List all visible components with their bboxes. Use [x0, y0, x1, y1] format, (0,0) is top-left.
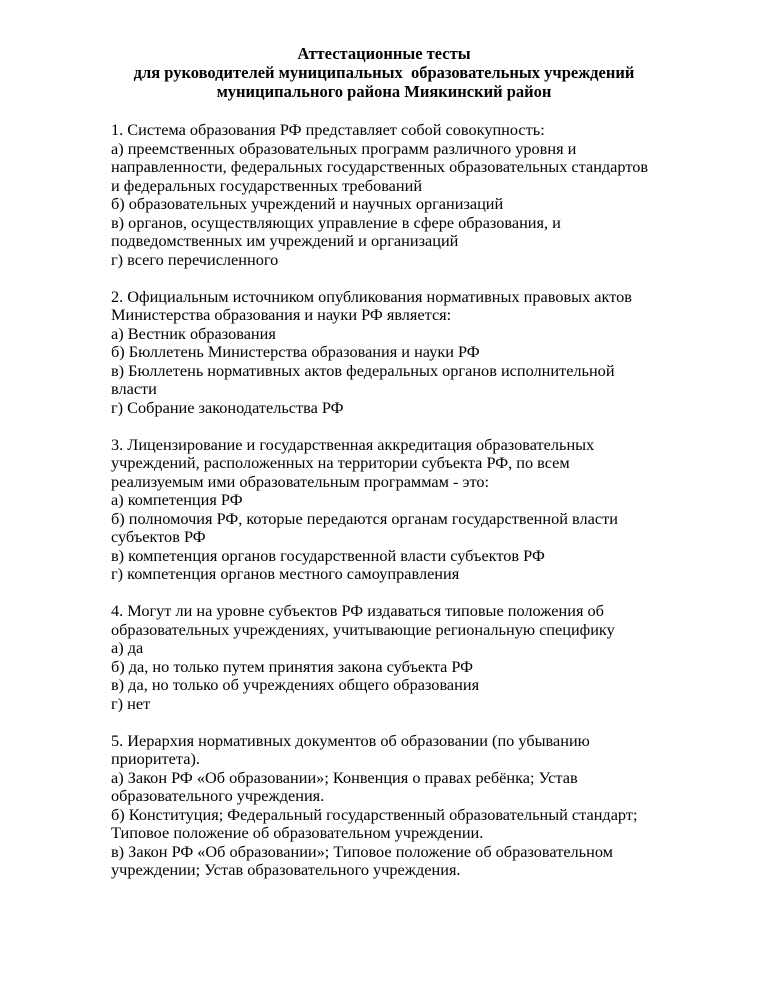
question-line: в) Бюллетень нормативных актов федеральных органов исполнительной: [111, 360, 615, 380]
question-text: 5. Иерархия нормативных документов об образовании (по убыванию: [111, 730, 590, 750]
question-block: [111, 732, 731, 880]
question-text: 1. Система образования РФ представляет собой совокупность:: [111, 120, 545, 139]
question-line: подведомственных им учреждений и организаций: [111, 231, 459, 250]
question-line: г) компетенция органов местного самоуправления: [111, 564, 460, 583]
question-text: 4. Могут ли на уровне субъектов РФ издаваться типовые положения об: [111, 601, 604, 620]
question-line: и федеральных государственных требований: [111, 175, 423, 195]
question-line: а) Закон РФ «Об образовании»; Конвенция о правах ребёнка; Устав: [111, 767, 578, 787]
question-line: в) да, но только об учреждениях общего образования: [111, 675, 480, 694]
question-line: образовательного учреждения.: [111, 786, 325, 805]
question-line: Типовое положение об образовательном учреждении.: [111, 823, 484, 842]
question-line: а) да: [111, 638, 144, 657]
question-line: г) нет: [111, 693, 151, 713]
question-line: б) полномочия РФ, которые передаются органам государственной власти: [111, 508, 618, 528]
question-line: направленности, федеральных государственных образовательных стандартов: [111, 157, 649, 176]
header-subtitle: для руководителей муниципальных образовательных учреждений: [133, 63, 635, 82]
question-line: б) образовательных учреждений и научных организаций: [111, 194, 504, 213]
header-title: Аттестационные тесты: [297, 44, 471, 63]
question-line: учреждений, расположенных на территории субъекта РФ, по всем: [111, 453, 570, 472]
question-line: а) преемственных образовательных программ различного уровня и: [111, 138, 577, 158]
question-line: г) всего перечисленного: [111, 249, 279, 269]
question-line: образовательных учреждениях, учитывающие региональную специфику: [111, 619, 615, 639]
document-header: [0, 44, 768, 101]
question-line: б) Конституция; Федеральный государственный образовательный стандарт;: [111, 804, 638, 824]
question-block: [111, 436, 731, 584]
question-line: в) Закон РФ «Об образовании»; Типовое положение об образовательном: [111, 841, 613, 861]
question-line: власти: [111, 379, 157, 398]
question-line: в) компетенция органов государственной власти субъектов РФ: [111, 545, 545, 565]
question-block: [111, 602, 731, 713]
question-line: а) компетенция РФ: [111, 490, 243, 509]
questions-list: [111, 121, 731, 898]
question-line: в) органов, осуществляющих управление в сфере образования, и: [111, 212, 561, 232]
question-block: [111, 121, 731, 269]
question-line: реализуемым ими образовательным программам - это:: [111, 471, 490, 491]
question-line: субъектов РФ: [111, 527, 206, 546]
header-district: муниципального района Миякинский район: [216, 82, 552, 101]
question-line: учреждении; Устав образовательного учреждения.: [111, 860, 461, 879]
question-line: а) Вестник образования: [111, 323, 276, 343]
question-block: [111, 288, 731, 418]
question-line: приоритета).: [111, 749, 200, 768]
question-line: б) да, но только путем принятия закона субъекта РФ: [111, 656, 474, 676]
question-line: Министерства образования и науки РФ является:: [111, 305, 452, 324]
question-text: 2. Официальным источником опубликования нормативных правовых актов: [111, 286, 632, 306]
question-line: г) Собрание законодательства РФ: [111, 397, 344, 417]
question-text: 3. Лицензирование и государственная аккредитация образовательных: [111, 434, 595, 454]
question-line: б) Бюллетень Министерства образования и науки РФ: [111, 342, 480, 361]
